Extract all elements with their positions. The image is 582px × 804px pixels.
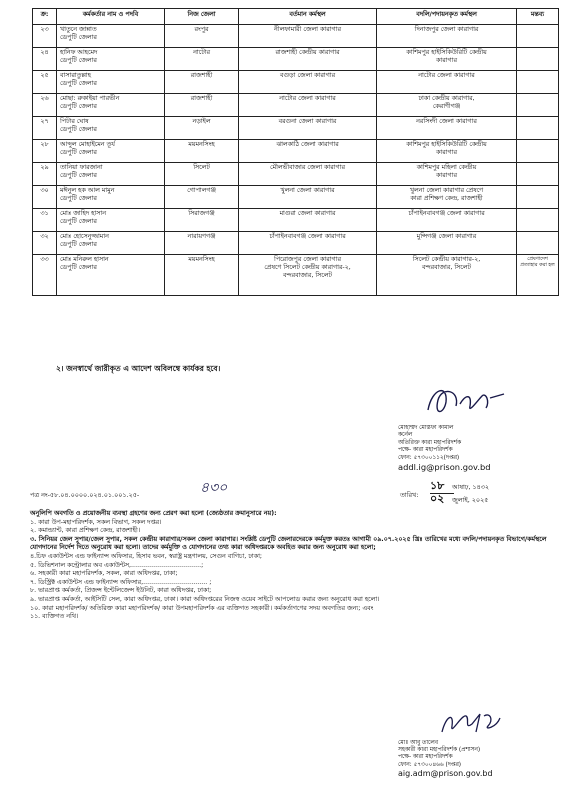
signatory-1-name: মোহাম্মদ মোস্তফা কামাল (398, 425, 454, 431)
cell-home-district: রাজশাহী (165, 71, 239, 94)
officer-name: পিটার ঘোষ (60, 118, 89, 125)
header-name: কর্মকর্তার নাম ও পদবি (57, 9, 165, 25)
cell-name (57, 25, 165, 48)
handwritten-memo-number: ৪৩০ (200, 480, 228, 496)
date-bangla-day: ১৮ (430, 479, 445, 492)
table-row (33, 209, 559, 232)
date-label: তারিখ: (400, 491, 419, 499)
transfer-table (32, 8, 559, 296)
distribution-item: ১১. ব্যক্তিগত নথি। (30, 613, 79, 621)
cell-home-district: সিলেট (165, 163, 239, 186)
cell-transfer-post: ঢাকা কেন্দ্রীয় কারাগার, কেরাণীগঞ্জ (377, 94, 517, 117)
table-row (33, 94, 559, 117)
distribution-item: ৩. সিনিয়র জেল সুপার/জেল সুপার, সকল কেন্দ্রীয় কারাগার/সকল জেলা কারাগার। সংশ্লিষ্ট ডেপুটি জেলারদেরকে কর্মমুক্ত করতঃ আগামী ০৯.০৭.২০২৫ খ্রিঃ তারিখের মধ্যে বদলি/পদায়নকৃত বিভাগে/কর্মস্থলে যোগদানের নির্দেশ দিতে অনুরোধ করা হলো। তাদের কর্মমুক্তি ও যোগদানের তথ্য কারা অধিদপ্তরকে অবহিত করার জন্য অনুরোধ করা হলো; (30, 535, 547, 552)
officer-designation: ডেপুটি জেলার (60, 126, 97, 133)
cell-home-district: নাটোর (165, 48, 239, 71)
officer-designation: ডেপুটি জেলার (60, 57, 97, 64)
cell-serial: ২৩ (33, 25, 57, 48)
cell-remark (517, 117, 559, 140)
table-row (33, 186, 559, 209)
distribution-item: ৪.চিফ একাউন্টস এন্ড ফাইন্যান্স অফিসার, হিসাব ভবন, স্বরাষ্ট্র মন্ত্রণালয়, সেগুন বাগিচা, ঢাকা; (30, 552, 263, 560)
header-transfer-post: বদলি/পদায়নকৃত কর্মস্থল (377, 9, 517, 25)
distribution-item: ১০. কারা মহাপরিদর্শক/ অতিরিক্ত কারা মহাপরিদর্শক/ কারা উপমহাপরিদর্শক এর ব্যক্তিগত সহকারী। কর্মকর্তাগণের সদয় অবগতির জন্য; এবং (30, 604, 374, 612)
signatory-2-name: মোঃ আবু তালেব (398, 740, 438, 746)
cell-transfer-post: কাশিমপুর হাইসিকিউরিটি কেন্দ্রীয় কারাগার (377, 48, 517, 71)
table-row (33, 71, 559, 94)
cell-remark (517, 163, 559, 186)
date-bangla (430, 480, 530, 493)
officer-name: বাসারাতুল্লাহ (60, 72, 91, 79)
officer-name: তানিয়া ফারজানা (60, 164, 103, 171)
cell-home-district: ময়মনসিংহ (165, 255, 239, 296)
cell-transfer-post: খুলনা জেলা কারাগার প্রেষণে কারা প্রশিক্ষণ কেন্দ্র, রাজশাহী (377, 186, 517, 209)
cell-remark (517, 94, 559, 117)
distribution-item: ৬. সহকারী কারা মহাপরিদর্শক, সকল, কারা অধিদপ্তর, ঢাকা; (30, 570, 178, 578)
distribution-item: ১. কারা উপ-মহাপরিদর্শক, সকল বিভাগ, সকল দপ্তর। (30, 518, 162, 526)
cell-name (57, 186, 165, 209)
cell-transfer-post: সিলেট কেন্দ্রীয় কারাগার-২, বন্দরবাজার, সিলেট (377, 255, 517, 296)
cell-remark (517, 48, 559, 71)
cell-current-post: মাগুরা জেলা কারাগার (239, 209, 377, 232)
officer-designation: ডেপুটি জেলার (60, 149, 97, 156)
distribution-item: ৫. ডিভিশনাল কন্ট্রোলার অব একাউন্টস,...................................; (30, 561, 204, 569)
cell-current-post: বরগুনা জেলা কারাগার (239, 117, 377, 140)
cell-name (57, 232, 165, 255)
cell-home-district: নড়াইল (165, 117, 239, 140)
cell-remark (517, 140, 559, 163)
cell-transfer-post: কাশিমপুর মহিলা কেন্দ্রীয় কারাগার (377, 163, 517, 186)
cell-remark: প্রেষণাদেশ প্রত্যাহার করা হল (517, 255, 559, 296)
cell-home-district: সিরাজগঞ্জ (165, 209, 239, 232)
cell-transfer-post: নাটোর জেলা কারাগার (377, 71, 517, 94)
signature-1 (420, 380, 510, 422)
date-divider (430, 493, 454, 494)
distribution-item: ২. কমান্ড্যান্ট, কারা প্রশিক্ষণ কেন্দ্র, রাজশাহী। (30, 527, 141, 535)
table-row (33, 48, 559, 71)
signatory-2-title: সহকারী কারা মহাপরিদর্শক (প্রশাসন) (398, 747, 481, 754)
cell-remark (517, 25, 559, 48)
distribution-item: ৭. ডিস্ট্রিক্ট একাউন্টস এন্ড ফাইন্যান্স অফিসার,................................ ; (30, 578, 212, 586)
signatory-2-phone: ফোন: ৫৭৩০০৪৬৬ (দপ্তর) (398, 761, 462, 768)
date-english-day: ০২ (430, 492, 445, 505)
signatory-1-block (398, 425, 491, 473)
cell-current-post: রাজশাহী কেন্দ্রীয় কারাগার (239, 48, 377, 71)
cell-remark (517, 186, 559, 209)
table-row (33, 232, 559, 255)
cell-serial: ২৫ (33, 71, 57, 94)
table-row (33, 117, 559, 140)
officer-name: মোঃ জাহিদ হাসান (60, 210, 106, 217)
cell-serial: ২৪ (33, 48, 57, 71)
signatory-2-email: aig.adm@prison.gov.bd (398, 768, 493, 778)
officer-designation: ডেপুটি জেলার (60, 218, 97, 225)
table-row (33, 140, 559, 163)
cell-current-post: পিরোজপুর জেলা কারাগার প্রেষণে সিলেট কেন্দ্রীয় কারাগার-২, বন্দরবাজার, সিলেট (239, 255, 377, 296)
cell-serial: ৩২ (33, 232, 57, 255)
distribution-intro: অনুলিপি অবগতি ও প্রয়োজনীয় ব্যবস্থা গ্রহণের জন্য প্রেরণ করা হলো (জ্যেষ্ঠতার ক্রমানুসারে নয়): (30, 510, 277, 517)
officer-name: মোঃ হোসেনুজ্জামান (60, 233, 109, 240)
cell-current-post: চাঁপাইনবাবগঞ্জ জেলা কারাগার (239, 232, 377, 255)
cell-current-post: বগুড়া জেলা কারাগার (239, 71, 377, 94)
cell-name (57, 48, 165, 71)
cell-current-post: ঝালকাঠি জেলা কারাগার (239, 140, 377, 163)
cell-home-district: রংপুর (165, 25, 239, 48)
cell-serial: ৩০ (33, 186, 57, 209)
officer-name: আব্দুল মোহাইমেন তূর্য (60, 141, 115, 148)
cell-home-district: ময়মনসিংহ (165, 140, 239, 163)
signatory-1-rank: কর্নেল (398, 432, 413, 439)
signatory-1-email: addl.ig@prison.gov.bd (398, 462, 491, 473)
cell-name (57, 117, 165, 140)
cell-remark (517, 232, 559, 255)
cell-home-district: রাজশাহী (165, 94, 239, 117)
cell-serial: ২৮ (33, 140, 57, 163)
cell-name (57, 209, 165, 232)
cell-remark (517, 209, 559, 232)
cell-serial: ২৯ (33, 163, 57, 186)
signatory-1-title: অতিরিক্ত কারা মহাপরিদর্শক (398, 439, 462, 446)
distribution-item: ৯. ভারপ্রাপ্ত কর্মকর্তা, আইসিটি সেল, কারা অধিদপ্তর, ঢাকা। কারা অধিদপ্তরের নিজস্ব ওয়েব সাইটে আপলোড করার জন্য অনুরোধ করা হলো। (30, 595, 380, 603)
cell-name (57, 163, 165, 186)
officer-designation: ডেপুটি জেলার (60, 80, 97, 87)
cell-current-post: নাটোর জেলা কারাগার (239, 94, 377, 117)
header-home-district: নিজ জেলা (165, 9, 239, 25)
cell-current-post: খুলনা জেলা কারাগার (239, 186, 377, 209)
cell-current-post: মৌলভীবাজার জেলা কারাগার (239, 163, 377, 186)
officer-name: খাতুনে জান্নাত (60, 26, 97, 33)
signatory-1-phone: ফোন: ৫৭৩০০১১২(দপ্তর) (398, 454, 460, 461)
officer-name: হানিফ আহমেদ (60, 49, 98, 56)
signatory-1-on-behalf: পক্ষে- কারা মহাপরিদর্শক (398, 447, 453, 454)
signatory-2-block (398, 740, 493, 779)
cell-name (57, 255, 165, 296)
cell-name (57, 94, 165, 117)
header-remark: মন্তব্য (517, 9, 559, 25)
officer-name: মোঃ মনিরুল হাসান (60, 256, 109, 263)
cell-serial: ৩৩ (33, 255, 57, 296)
cell-serial: ২৬ (33, 94, 57, 117)
header-current-post: বর্তমান কর্মস্থল (239, 9, 377, 25)
officer-designation: ডেপুটি জেলার (60, 264, 97, 271)
officer-designation: ডেপুটি জেলার (60, 172, 97, 179)
cell-name (57, 140, 165, 163)
officer-name: মোছা: রুকাইয়া পারভীন (60, 95, 120, 102)
officer-designation: ডেপুটি জেলার (60, 195, 97, 202)
cell-current-post: নীলফামারী জেলা কারাগার (239, 25, 377, 48)
cell-home-district: গোপালগঞ্জ (165, 186, 239, 209)
table-row (33, 25, 559, 48)
officer-designation: ডেপুটি জেলার (60, 241, 97, 248)
table-row (33, 255, 559, 296)
distribution-list (30, 510, 565, 622)
date-english (430, 493, 530, 506)
date-english-month: জুলাই, ২০২৫ (452, 496, 489, 504)
cell-serial: ২৭ (33, 117, 57, 140)
officer-name: মঈনুল হক আল মামুন (60, 187, 115, 194)
cell-transfer-post: নরসিংদী জেলা কারাগার (377, 117, 517, 140)
officer-designation: ডেপুটি জেলার (60, 34, 97, 41)
cell-transfer-post: কাশিমপুর হাইসিকিউরিটি কেন্দ্রীয় কারাগার (377, 140, 517, 163)
signatory-2-on-behalf: পক্ষে- কারা মহাপরিদর্শক (398, 754, 453, 761)
cell-home-district: নারায়ণগঞ্জ (165, 232, 239, 255)
table-header-row (33, 9, 559, 25)
signature-2 (436, 706, 506, 738)
header-serial: ক্র: (33, 9, 57, 25)
table-row (33, 163, 559, 186)
cell-transfer-post: চাঁপাইনবাবগঞ্জ জেলা কারাগার (377, 209, 517, 232)
enforcement-note: ২। জনস্বার্থে জারীকৃত এ আদেশ অবিলম্বে কার্যকর হবে। (56, 364, 221, 373)
cell-remark (517, 71, 559, 94)
cell-transfer-post: দিনাজপুর জেলা কারাগার (377, 25, 517, 48)
cell-transfer-post: মুন্সিগঞ্জ জেলা কারাগার (377, 232, 517, 255)
cell-name (57, 71, 165, 94)
distribution-item: ৮. ভারপ্রাপ্ত কর্মকর্তা, প্রিজন্স ইন্টেলিজেন্স ইউনিট, কারা অধিদপ্তর, ঢাকা; (30, 587, 212, 595)
date-bangla-month: আষাঢ়, ১৪৩২ (452, 483, 490, 491)
cell-serial: ৩১ (33, 209, 57, 232)
memo-number: পত্র নং-৫৮.০৪.০০০০.০২৪.০১.০০১.২৫- (30, 491, 140, 499)
officer-designation: ডেপুটি জেলার (60, 103, 97, 110)
